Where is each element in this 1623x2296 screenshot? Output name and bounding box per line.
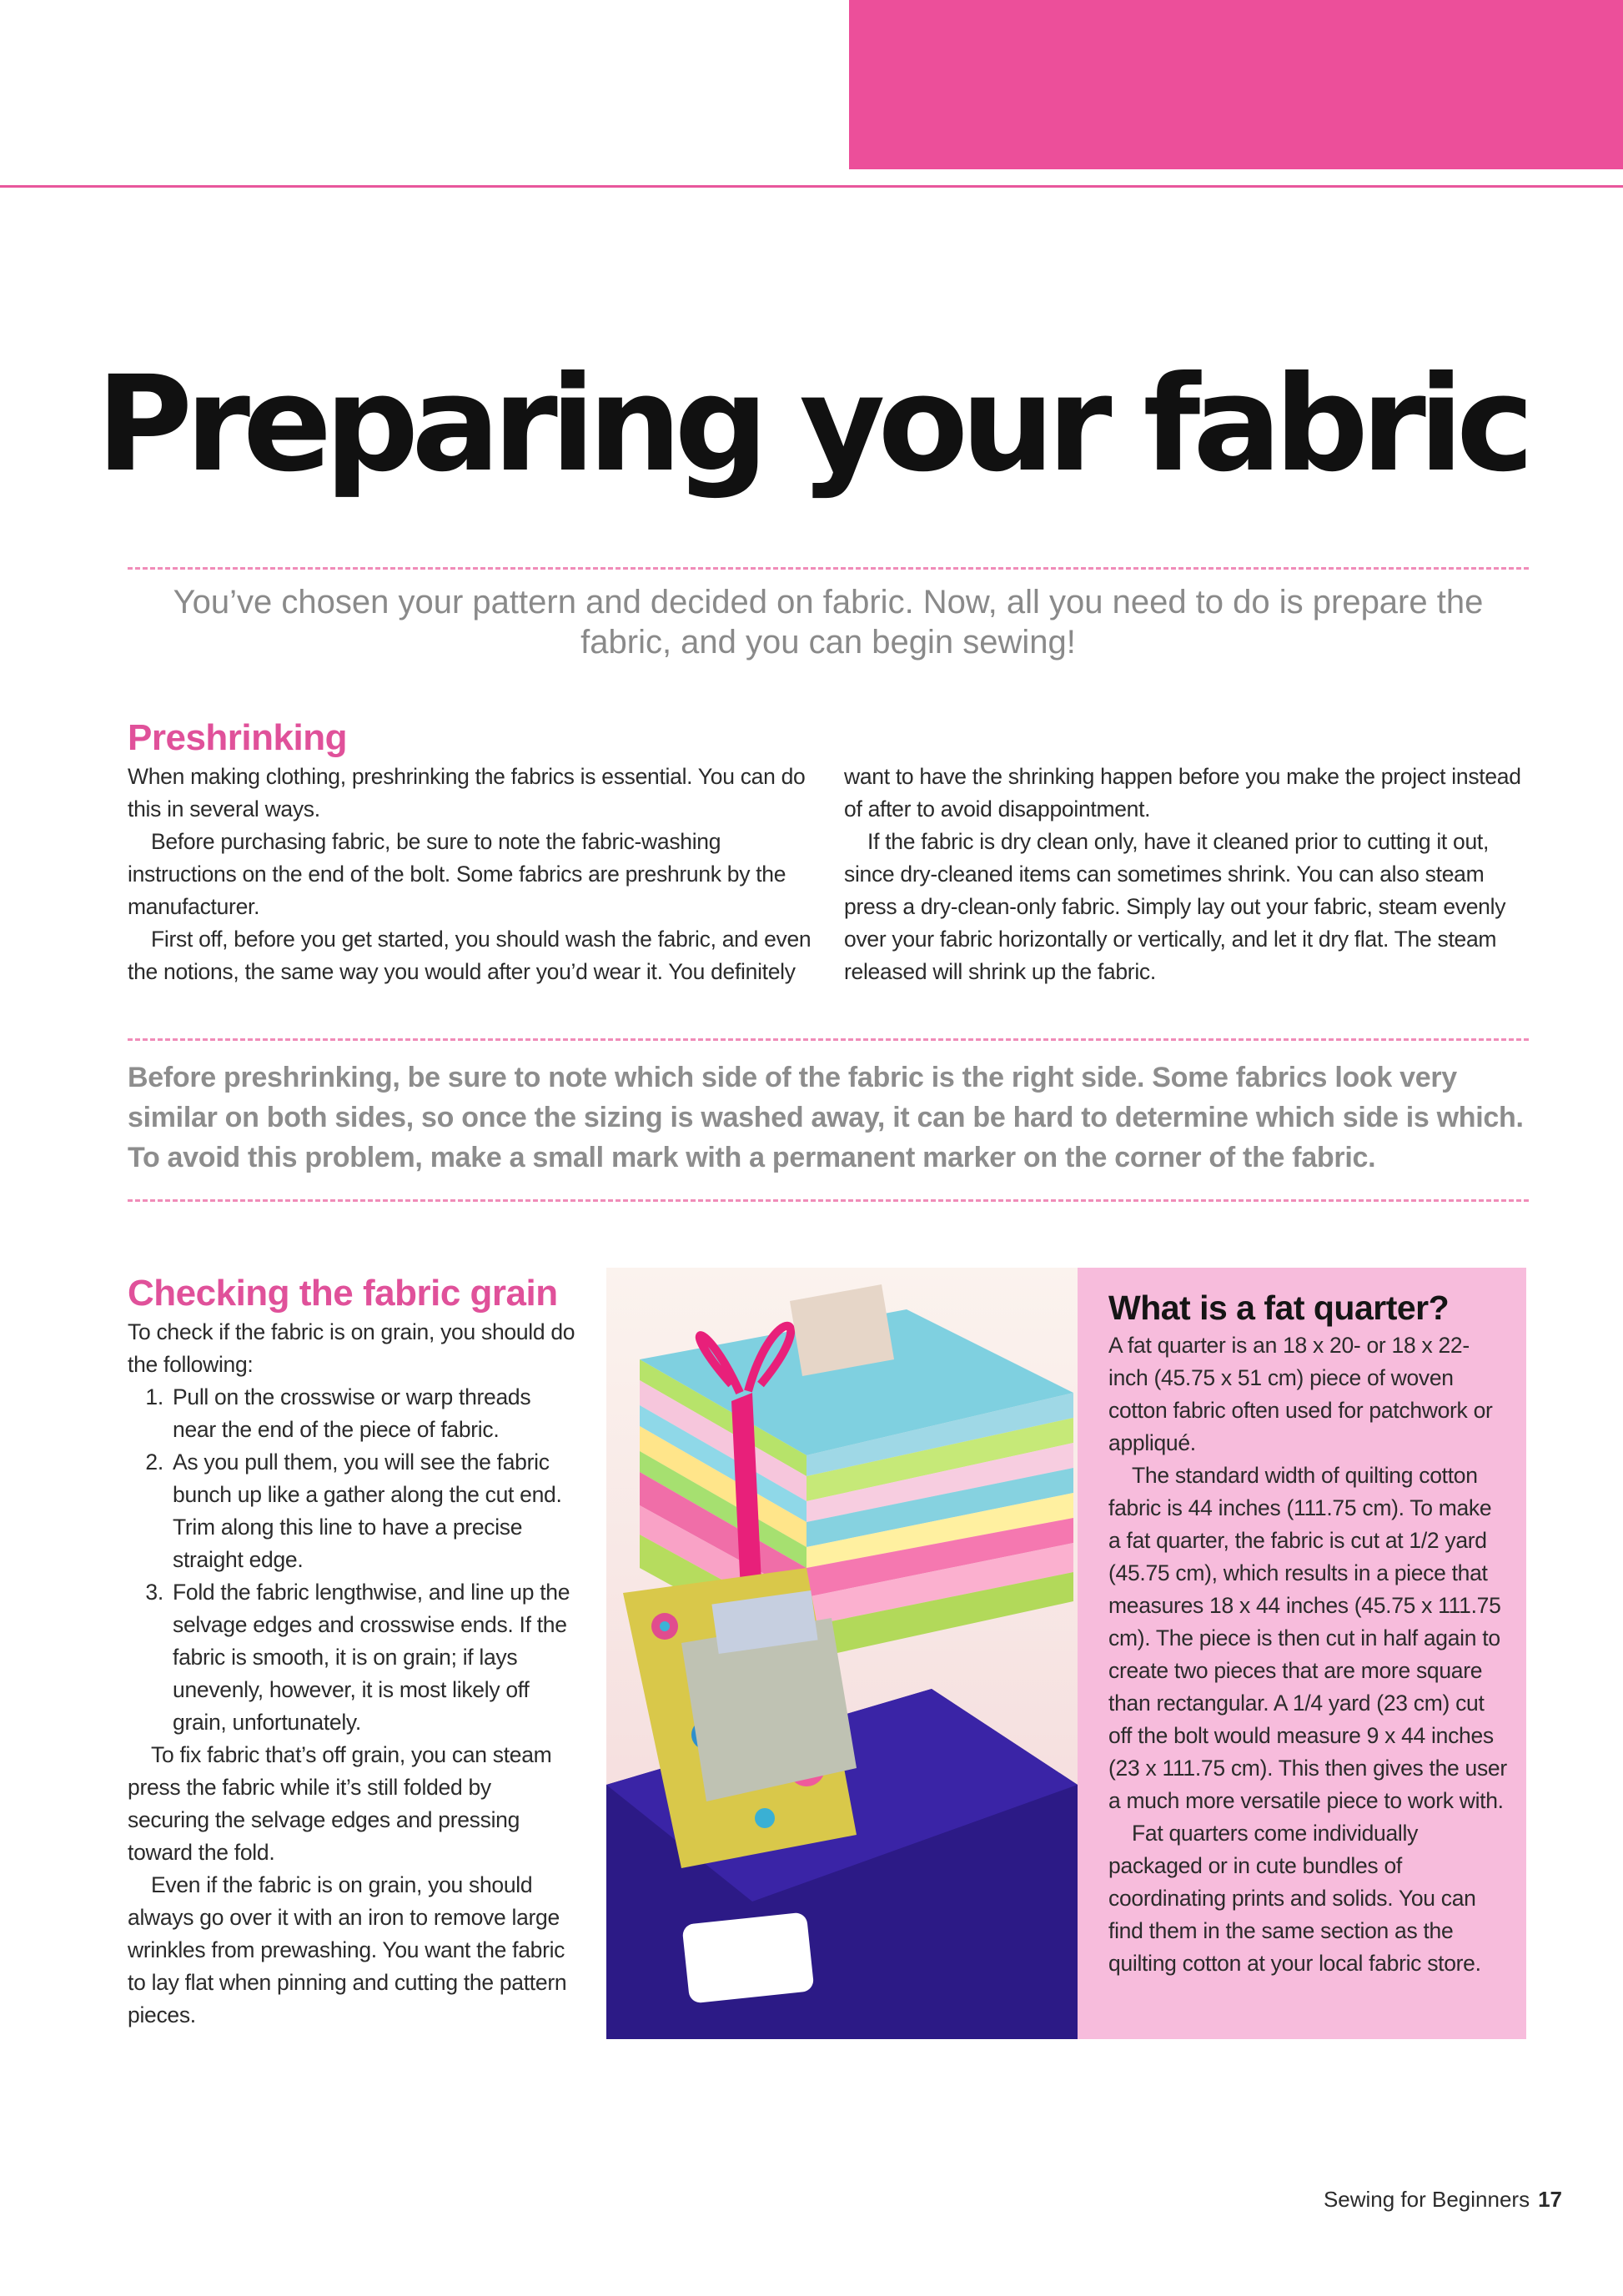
grain-paragraph: Even if the fabric is on grain, you should always go over it with an iron to remove large wrinkles from prewashing. You want the fabric to lay flat when pinning and cutting the pattern pieces.: [128, 1872, 567, 2027]
preshrinking-paragraph: Before purchasing fabric, be sure to note the fabric-washing instructions on the end of the bolt. Some fabrics are preshrunk by the manufacturer.: [128, 829, 786, 919]
sidebar-paragraph: A fat quarter is an 18 x 20- or 18 x 22-inch (45.75 x 51 cm) piece of woven cotton fabric often used for patchwork or appliqué.: [1108, 1333, 1493, 1455]
list-item: 1. Pull on the crosswise or warp threads near the end of the piece of fabric.: [169, 1381, 578, 1446]
callout-tip: Before preshrinking, be sure to note which side of the fabric is the right side. Some fabrics look very similar on both sides, so once the sizing is washed away, it can be hard to determine which side is which. To avoid this problem, make a small mark with a permanent marker on the corner of the fabric.: [128, 1062, 1524, 1173]
header-pink-block: [849, 0, 1623, 169]
sidebar-heading: What is a fat quarter?: [1108, 1289, 1450, 1327]
dashed-divider-callout-top: [128, 1038, 1529, 1041]
grain-steps-list: [128, 1381, 578, 1739]
page-title: Preparing your fabric: [96, 348, 1527, 501]
preshrinking-paragraph: First off, before you get started, you should wash the fabric, and even the notions, the same way you would after you’d wear it. You definitely: [128, 927, 812, 984]
grain-column: [128, 1316, 578, 2032]
sidebar-body: [1108, 1329, 1509, 1980]
sidebar-paragraph: Fat quarters come individually packaged or in cute bundles of coordinating prints and solids. You can find them in the same section as the quilting cotton at your local fabric store.: [1108, 1821, 1481, 1976]
list-item: 3. Fold the fabric lengthwise, and line up the selvage edges and crosswise ends. If the fabric is smooth, it is on grain; if lays unevenly, however, it is most likely off grain, unfortunately.: [169, 1576, 578, 1739]
header-rule: [0, 185, 1623, 188]
dashed-divider-top: [128, 567, 1529, 570]
grain-intro: To check if the fabric is on grain, you should do the following:: [128, 1319, 575, 1377]
list-item: 2. As you pull them, you will see the fabric bunch up like a gather along the cut end. Trim along this line to have a precise straight edge.: [169, 1446, 578, 1576]
preshrinking-right-column: [844, 761, 1532, 988]
page-footer: [1324, 2187, 1562, 2213]
preshrinking-paragraph: If the fabric is dry clean only, have it cleaned prior to cutting it out, since dry-cleaned items can sometimes shrink. You can also steam press a dry-clean-only fabric. Simply lay out your fabric, steam evenly over your fabric horizontally or vertically, and let it dry flat. The steam released will shrink up the fabric.: [844, 829, 1506, 984]
fabric-bundle-photo: [606, 1268, 1078, 2039]
grain-paragraph: To fix fabric that’s off grain, you can steam press the fabric while it’s still folded by securing the selvage edges and pressing toward the fold.: [128, 1742, 552, 1865]
intro-text: You’ve chosen your pattern and decided on fabric. Now, all you need to do is prepare the fabric, and you can begin sewing!: [173, 584, 1484, 661]
preshrinking-left-column: [128, 761, 812, 988]
dashed-divider-callout-bottom: [128, 1199, 1529, 1202]
page-number: 17: [1538, 2187, 1562, 2212]
preshrinking-heading: Preshrinking: [128, 717, 347, 758]
preshrinking-paragraph: When making clothing, preshrinking the fabrics is essential. You can do this in several ways.: [128, 764, 806, 821]
sidebar-paragraph: The standard width of quilting cotton fabric is 44 inches (111.75 cm). To make a fat quarter, the fabric is cut at 1/2 yard (45.75 cm), which results in a piece that measures 18 x 44 inches (45.75 x 111.75 cm). The piece is then cut in half again to create two pieces that are more square than rectangular. A 1/4 yard (23 cm) cut off the bolt would measure 9 x 44 inches (23 x 111.75 cm). This then gives the user a much more versatile piece to work with.: [1108, 1463, 1507, 1813]
preshrinking-paragraph: want to have the shrinking happen before you make the project instead of after to avoid disappointment.: [844, 764, 1521, 821]
grain-heading: Checking the fabric grain: [128, 1273, 558, 1314]
publication-name: Sewing for Beginners: [1323, 2187, 1530, 2212]
